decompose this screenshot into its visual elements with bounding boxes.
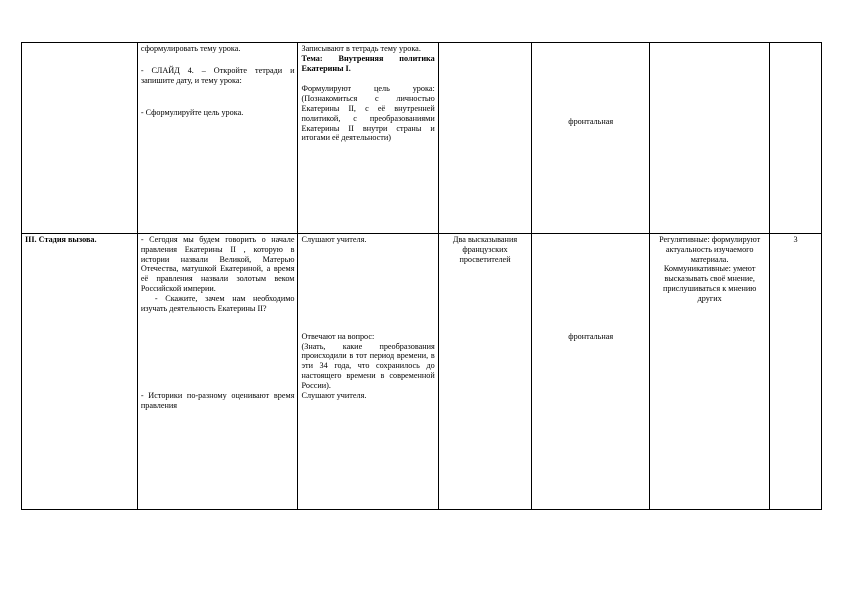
lesson-plan-table: [21, 42, 822, 510]
score-value: 3: [793, 235, 798, 244]
topic-label: Тема:: [301, 53, 323, 63]
stage-cell: [22, 43, 138, 234]
work-form-text: фронтальная: [568, 117, 614, 126]
teacher-text: - Историки по-разному оценивают время правления: [140, 391, 295, 411]
student-activity-cell: [298, 234, 438, 510]
table-row: [22, 234, 822, 510]
teacher-text: - СЛАЙД 4. – Откройте тетради и запишите дату, и тему урока:: [140, 65, 295, 85]
lesson-topic: [301, 54, 434, 74]
teacher-text: - Сформулируйте цель урока.: [140, 108, 244, 118]
score-cell: [770, 234, 822, 510]
student-text: Записывают в тетрадь тему урока.: [301, 44, 421, 53]
uud-communicative: Коммуникативные: умеют высказывать своё мнение, прислушиваться к мнению других: [662, 264, 757, 303]
student-activity-cell: [298, 43, 438, 234]
student-text: (Знать, какие преобразования происходили в тот период времени, в эти 34 года, что сохранилось до настоящего времени в современной России).: [301, 341, 435, 390]
score-cell: [770, 43, 822, 234]
methods-text: Два высказывания французских просветителей: [452, 235, 518, 264]
uud-cell: [650, 234, 770, 510]
teacher-text: - Сегодня мы будем говорить о начале правления Екатерины II , которую в истории назвали Великой, Матерью Отечества, матушкой Екатериной, а время её правления назвали золотым веком Российской империи.: [140, 235, 295, 293]
teacher-text: сформулировать тему урока.: [140, 44, 241, 53]
work-form-cell: [532, 234, 650, 510]
work-form-cell: [532, 43, 650, 234]
teacher-activity-cell: [137, 234, 298, 510]
methods-cell: [438, 43, 532, 234]
stage-title: III. Стадия вызова.: [25, 235, 97, 244]
topic-text: Внутренняя политика Екатерины I.: [301, 53, 435, 73]
work-form-text: фронтальная: [568, 332, 614, 341]
table-row: [22, 43, 822, 234]
methods-cell: [438, 234, 532, 510]
uud-cell: [650, 43, 770, 234]
uud-regulatory: Регулятивные: формулируют актуальность изучаемого материала.: [659, 235, 761, 264]
teacher-text: - Скажите, зачем нам необходимо изучать деятельность Екатерины II?: [140, 293, 295, 313]
stage-cell: [22, 234, 138, 510]
teacher-activity-cell: [137, 43, 298, 234]
student-text: Формулируют цель урока: (Познакомиться с личностью Екатерины II, с её внутренней политикой, с преобразованиями Екатерины II внутри страны и итогами её деятельности): [301, 84, 435, 143]
student-text: Отвечают на вопрос:: [301, 331, 375, 341]
student-text: Слушают учителя.: [301, 235, 367, 244]
student-text: Слушают учителя.: [301, 390, 367, 400]
